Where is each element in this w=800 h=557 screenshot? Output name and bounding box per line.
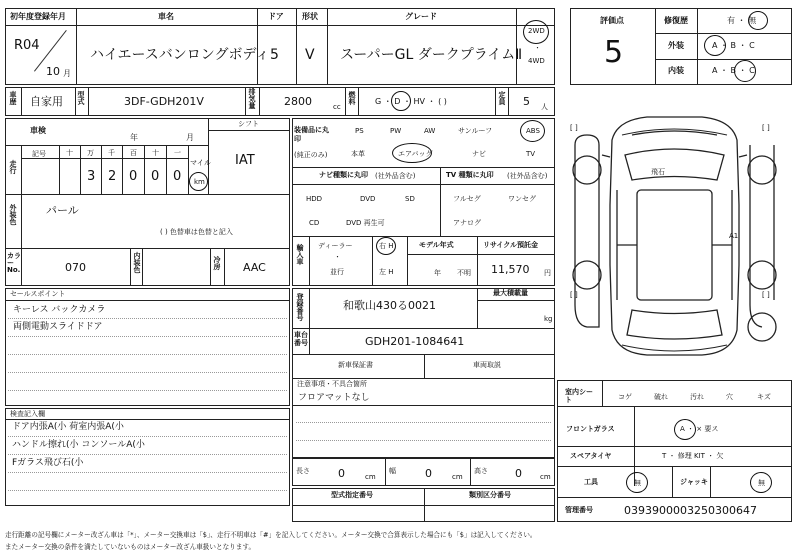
inspection-month: 月 xyxy=(186,133,194,142)
seat-opt-burn: コゲ xyxy=(618,393,632,401)
equip-abs: ABS xyxy=(526,127,540,135)
color-value: パール xyxy=(46,204,79,217)
footer-line-1: 走行距離の記号欄にメーター改ざん車は「*」、メーター交換車は「$」、走行不明車は「#」を記入してください。メーター交換で合算表示した場合にも「$」は記入してください。 xyxy=(5,531,537,539)
inspector-line-2: ハンドル擦れ(小 コンソールA(小 xyxy=(12,440,145,450)
navi-dvd: DVD xyxy=(360,195,376,203)
drive-2wd: 2WD xyxy=(528,27,545,35)
navi-label: ナビ種類に丸印 xyxy=(319,171,368,179)
tv-oneseg: ワンセグ xyxy=(508,195,536,203)
max-load-kg: kg xyxy=(544,315,553,323)
digit-label-2: 千 xyxy=(108,149,115,157)
jack-value: 無 xyxy=(758,479,765,487)
reg-year: R04 xyxy=(14,38,40,53)
tools-value: 無 xyxy=(634,479,641,487)
door-label: ドア xyxy=(268,12,284,21)
sales-points-label: セールスポイント xyxy=(10,290,66,298)
spare-tire-label: スペアタイヤ xyxy=(570,452,612,460)
chassis-label: 車台番号 xyxy=(294,331,308,348)
drive-dot: ・ xyxy=(534,44,541,52)
import-dot: ・ xyxy=(334,253,341,261)
model-year-unit: 年 xyxy=(434,269,441,277)
repair-circle xyxy=(748,11,768,30)
bracket-2: [ ] xyxy=(762,124,770,132)
reg-month-unit: 月 xyxy=(63,69,71,78)
navi-dvd-play: DVD 再生可 xyxy=(346,219,385,227)
management-value: 0393900003250300647 xyxy=(624,504,757,517)
ac-label: 冷房 xyxy=(213,256,221,270)
displacement-value: 2800 xyxy=(284,95,312,108)
chassis-value: GDH201-1084641 xyxy=(365,335,465,348)
notes-label: 注意事項・不具合箇所 xyxy=(297,380,367,388)
diagram-mark-glass: 飛石 xyxy=(651,168,665,176)
length-cm: cm xyxy=(365,473,376,481)
cc-unit: cc xyxy=(333,103,341,111)
tv-label: TV 種類に丸印 xyxy=(446,171,494,179)
warranty-label: 新車保証書 xyxy=(338,361,373,369)
body-shape: V xyxy=(305,47,315,63)
type-designation-label: 型式指定番号 xyxy=(331,491,373,499)
digit-3: 0 xyxy=(129,169,138,184)
notes-lower xyxy=(292,406,555,458)
tv-fullseg: フルセグ xyxy=(453,195,481,203)
width-cm: cm xyxy=(452,473,463,481)
exterior-label: 外装 xyxy=(668,41,684,50)
km-label: km xyxy=(194,178,205,186)
door-count: 5 xyxy=(270,47,279,63)
notes-value: フロアマットなし xyxy=(298,393,370,403)
usage-label: 車歴 xyxy=(9,91,17,105)
length-label: 長さ xyxy=(296,467,310,475)
mile-label: マイル xyxy=(190,159,211,167)
equip-airbag: エアバッグ xyxy=(398,150,433,158)
navi-sd: SD xyxy=(405,195,415,203)
equip-sunroof: サンルーフ xyxy=(458,127,493,135)
recycle-yen: 円 xyxy=(544,269,551,277)
digit-label-3: 百 xyxy=(130,149,137,157)
left-hand: 左 H xyxy=(379,268,394,276)
equip-ps: PS xyxy=(355,127,364,135)
shift-label: シフト xyxy=(238,120,259,128)
vehicle-diagram xyxy=(557,95,792,378)
bracket-4: [ ] xyxy=(762,291,770,299)
inspector-label: 検査記入欄 xyxy=(10,410,45,418)
front-glass-label: フロントガラス xyxy=(566,425,615,433)
mileage-symbol-label: 記号 xyxy=(32,150,46,158)
fuel-circle xyxy=(391,91,411,111)
import-dealer: ディーラー xyxy=(318,242,353,250)
shape-label: 形状 xyxy=(302,12,318,21)
recycle-value: 11,570 xyxy=(491,263,530,276)
grade-label: グレード xyxy=(405,12,437,21)
import-parallel: 並行 xyxy=(330,268,344,276)
equip-navi: ナビ xyxy=(472,150,486,158)
height-cm: cm xyxy=(540,473,551,481)
manual-label: 車両取説 xyxy=(473,361,501,369)
import-label: 輸入車 xyxy=(296,244,304,265)
tools-circle xyxy=(626,472,648,493)
km-circle xyxy=(189,172,208,191)
ac-value: AAC xyxy=(243,261,266,274)
digit-label-4: 十 xyxy=(152,149,159,157)
capacity-label: 定員 xyxy=(498,91,506,105)
exterior-options: A ・ B ・ C xyxy=(712,41,755,50)
airbag-circle xyxy=(392,143,432,163)
footer-line-2: またメーター交換の条件を満たしていないものはメーター改ざん車扱いとなります。 xyxy=(5,543,256,551)
model-year-unknown: 不明 xyxy=(457,269,471,277)
equip-pw: PW xyxy=(390,127,402,135)
sales-line-2: 両側電動スライドドア xyxy=(13,322,103,332)
interior-options: A ・ B ・ C xyxy=(712,66,755,75)
person-unit: 人 xyxy=(541,103,548,111)
digit-5: 0 xyxy=(173,169,182,184)
class-label: 類別区分番号 xyxy=(469,491,511,499)
digit-label-5: 一 xyxy=(174,149,181,157)
navi-cd: CD xyxy=(309,219,320,227)
first-reg-label: 初年度登録年月 xyxy=(10,12,66,21)
abs-circle xyxy=(520,120,545,142)
model-year-label: モデル年式 xyxy=(419,241,454,249)
car-name-label: 車名 xyxy=(158,12,174,21)
repair-options: 有 ・ 無 xyxy=(727,16,757,25)
digit-label-1: 万 xyxy=(87,149,94,157)
score-value: 5 xyxy=(604,35,624,70)
seat-opt-tear: 破れ xyxy=(654,393,668,401)
capacity-value: 5 xyxy=(523,95,530,108)
mileage-label: 走行 xyxy=(9,160,17,174)
recycle-label: リサイクル預託金 xyxy=(483,241,539,249)
tools-label: 工具 xyxy=(584,478,598,486)
equip-aw: AW xyxy=(424,127,436,135)
displacement-label: 排気量 xyxy=(248,88,256,109)
front-glass-circle xyxy=(674,419,696,440)
interior-color-label: 内装色 xyxy=(133,252,141,273)
jack-circle xyxy=(750,472,772,493)
reg-month: 10 xyxy=(46,65,60,78)
shift-value: IAT xyxy=(235,153,255,168)
car-name: ハイエースバンロングボディ xyxy=(90,47,270,63)
max-load-label: 最大積載量 xyxy=(493,289,528,297)
front-glass-options: A ・ × 要ス xyxy=(680,425,719,433)
right-hand: 右 H xyxy=(379,242,394,250)
score-label: 評価点 xyxy=(600,16,624,25)
inspection-year: 年 xyxy=(130,133,138,142)
diagram-mark-a1: A1 xyxy=(729,232,739,240)
digit-label-0: 十 xyxy=(66,149,73,157)
inspection-label: 車検 xyxy=(30,126,46,135)
exterior-circle xyxy=(704,35,726,56)
color-no-value: 070 xyxy=(65,261,86,274)
drive-2wd-circle xyxy=(523,20,549,44)
interior-circle xyxy=(734,60,756,82)
bracket-3: [ ] xyxy=(570,291,578,299)
length-value: 0 xyxy=(338,467,345,480)
fuel-options: G ・ D ・ HV ・ ( ) xyxy=(375,97,447,106)
height-label: 高さ xyxy=(474,467,488,475)
bracket-1: [ ] xyxy=(570,124,578,132)
navi-hdd: HDD xyxy=(306,195,323,203)
equip-leather: 本革 xyxy=(351,150,365,158)
management-label: 管理番号 xyxy=(565,506,593,514)
equipment-sub: (純正のみ) xyxy=(294,151,328,159)
model-value: 3DF-GDH201V xyxy=(124,95,204,108)
repaint-note: ( ) 色替車は色替と記入 xyxy=(160,228,233,236)
drive-4wd: 4WD xyxy=(528,57,545,65)
seat-opt-hole: 穴 xyxy=(726,393,733,401)
width-label: 幅 xyxy=(389,467,396,475)
equipment-label: 装備品に丸印 xyxy=(294,126,329,144)
height-value: 0 xyxy=(515,467,522,480)
inspector-line-1: ドア内張A(小 荷室内張A(小 xyxy=(12,422,124,432)
jack-label: ジャッキ xyxy=(680,478,708,486)
spare-tire-options: T ・ 修理 KIT ・ 欠 xyxy=(662,452,724,460)
grade-name: スーパーGL ダークプライムⅡ xyxy=(340,47,523,63)
seat-opt-scratch: キズ xyxy=(757,393,771,401)
color-no-label: カラーNo. xyxy=(7,252,21,274)
navi-sub: (社外品含む) xyxy=(375,172,416,180)
color-label: 外装色 xyxy=(9,204,17,225)
model-label: 型式 xyxy=(77,91,85,105)
sales-line-1: キーレス バックカメラ xyxy=(13,305,106,315)
digit-1: 3 xyxy=(87,169,96,184)
fuel-label: 燃料 xyxy=(348,91,356,105)
inspector-line-3: Fガラス飛び石(小 xyxy=(12,458,84,468)
interior-label: 内装 xyxy=(668,66,684,75)
usage-value: 自家用 xyxy=(30,95,63,108)
registration-value: 和歌山430る0021 xyxy=(343,299,436,312)
digit-2: 2 xyxy=(108,169,117,184)
equip-tv: TV xyxy=(526,150,536,158)
width-value: 0 xyxy=(425,467,432,480)
interior-seat-label: 室内シート xyxy=(565,388,593,405)
seat-opt-dirt: 汚れ xyxy=(690,393,704,401)
right-hand-circle xyxy=(376,237,396,255)
registration-label: 登録番号 xyxy=(296,293,304,321)
digit-4: 0 xyxy=(151,169,160,184)
repair-label: 修復歴 xyxy=(664,16,688,25)
tv-analog: アナログ xyxy=(453,219,481,227)
tv-sub: (社外品含む) xyxy=(507,172,548,180)
